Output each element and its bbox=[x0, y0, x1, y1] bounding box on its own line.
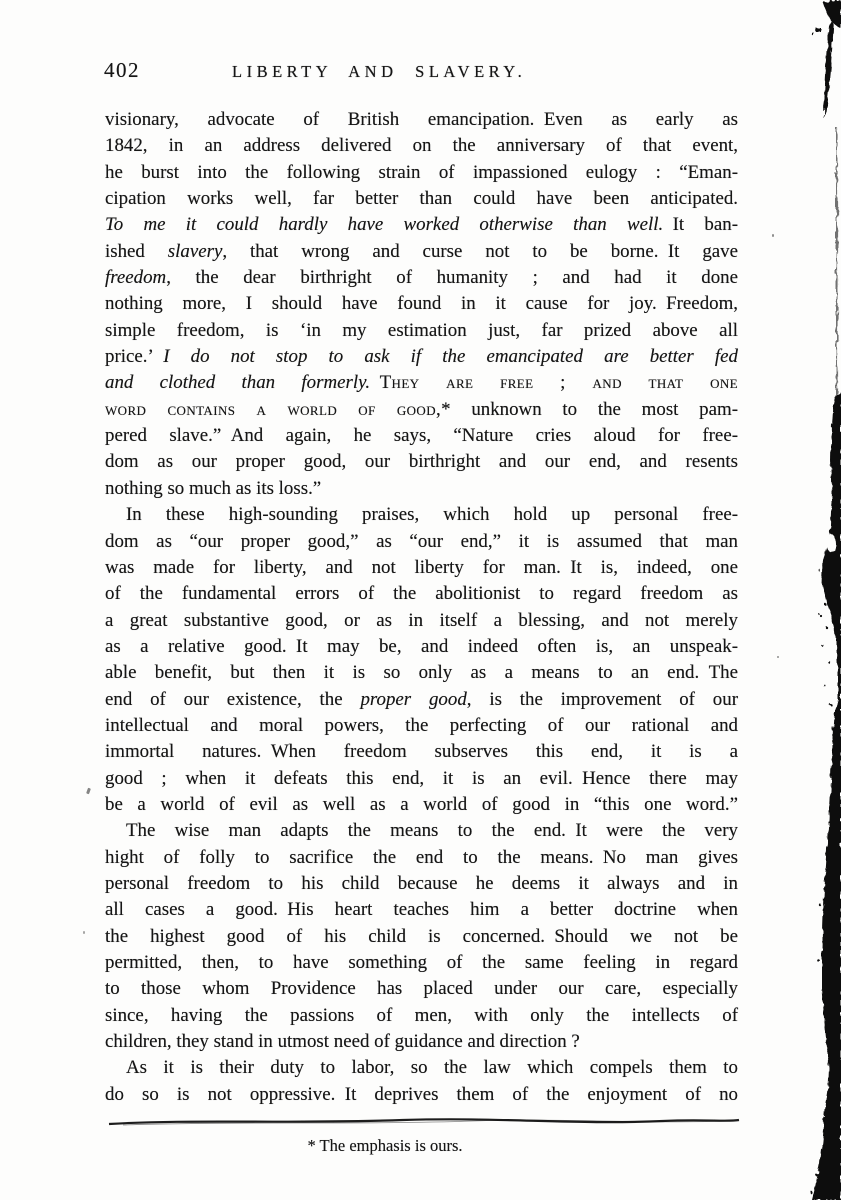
text-line bbox=[105, 687, 738, 713]
text-segment-normal: price.’ bbox=[105, 346, 164, 368]
footnote-text: * The emphasis is ours. bbox=[307, 1136, 463, 1155]
text-line bbox=[105, 1029, 738, 1055]
text-line bbox=[105, 1003, 738, 1029]
text-segment-normal: pered slave.” And again, he says, “Nature cries aloud for free- bbox=[105, 425, 738, 447]
text-segment-normal: permitted, then, to have something of the same feeling in regard bbox=[105, 952, 738, 973]
text-line bbox=[105, 186, 738, 212]
text-line bbox=[105, 792, 738, 818]
text-segment-normal: personal freedom to his child because he deems it always and in bbox=[105, 872, 738, 894]
text-line bbox=[105, 344, 738, 370]
text-line bbox=[105, 291, 738, 317]
text-segment-italic: I do not stop to ask if the emancipated are better fed bbox=[163, 346, 738, 368]
text-segment-normal: as a relative good. It may be, and indeed often is, an unspeak- bbox=[105, 635, 738, 657]
text-segment-normal: do so is not oppressive. It deprives them of the enjoyment of no bbox=[105, 1083, 738, 1105]
text-segment-normal: 1842, in an address delivered on the anniversary of that event, bbox=[105, 135, 738, 157]
text-line bbox=[105, 897, 738, 923]
text-segment-italic: slavery bbox=[167, 240, 223, 262]
text-line bbox=[105, 739, 738, 765]
page-number: 402 bbox=[104, 58, 140, 82]
text-segment-normal: since, having the passions of men, with only the intellects of bbox=[105, 1004, 738, 1026]
text-line bbox=[105, 818, 738, 844]
text-line bbox=[105, 1082, 738, 1108]
text-segment-normal: to those whom Providence has placed under our care, especially bbox=[105, 978, 738, 1000]
text-line bbox=[105, 713, 738, 739]
scan-artifact-right-edge bbox=[801, 0, 841, 1200]
text-segment-italic: To me it could hardly have worked otherwise than well. bbox=[105, 214, 664, 236]
text-segment-normal: the highest good of his child is concerned. Should we not be bbox=[105, 925, 738, 947]
text-segment-normal: In these high-sounding praises, which hold up personal free- bbox=[126, 504, 738, 526]
running-header: LIBERTY AND SLAVERY. bbox=[232, 62, 527, 81]
text-segment-normal: good ; when it defeats this end, it is an evil. Hence there may bbox=[105, 767, 738, 789]
text-segment-normal: The wise man adapts the means to the end. It were the very bbox=[126, 820, 738, 842]
text-segment-normal: , the dear birthright of humanity ; and had it done bbox=[166, 267, 738, 289]
text-line bbox=[105, 107, 738, 133]
text-line bbox=[105, 212, 738, 238]
text-line bbox=[105, 845, 738, 871]
text-line bbox=[105, 950, 738, 976]
text-segment-normal: able benefit, but then it is so only as a means to an end. The bbox=[105, 662, 738, 684]
text-segment-normal: , that wrong and curse not to be borne. It gave bbox=[222, 240, 738, 262]
text-segment-normal: end of our existence, the bbox=[105, 688, 361, 710]
text-line bbox=[105, 924, 738, 950]
text-line bbox=[105, 476, 738, 502]
text-segment-normal: , is the improvement of our bbox=[466, 688, 738, 710]
text-line bbox=[105, 160, 738, 186]
text-segment-normal: simple freedom, is ‘in my estimation just, far prized above all bbox=[105, 319, 738, 341]
text-line bbox=[105, 370, 738, 396]
body-text bbox=[105, 107, 738, 1108]
text-line bbox=[105, 423, 738, 449]
text-segment-smallcaps: They are free ; and that one bbox=[379, 372, 738, 394]
text-segment-normal: of the fundamental errors of the abolitionist to regard freedom as bbox=[105, 583, 738, 605]
text-segment-normal: children, they stand in utmost need of guidance and direction ? bbox=[105, 1031, 580, 1053]
text-segment-normal: nothing so much as its loss.” bbox=[105, 477, 322, 499]
text-line bbox=[105, 766, 738, 792]
text-line bbox=[105, 133, 738, 159]
text-segment-normal: all cases a good. His heart teaches him a better doctrine when bbox=[105, 899, 738, 921]
text-segment-normal: dom as “our proper good,” as “our end,” it is assumed that man bbox=[105, 530, 738, 552]
text-segment-normal: cipation works well, far better than could have been anticipated. bbox=[105, 188, 738, 210]
text-line bbox=[105, 265, 738, 291]
text-segment-italic: freedom bbox=[105, 267, 167, 289]
text-line bbox=[105, 502, 738, 528]
text-line bbox=[105, 529, 738, 555]
text-segment-normal: immortal natures. When freedom subserves this end, it is a bbox=[105, 741, 738, 763]
text-line bbox=[105, 239, 738, 265]
footnote-rule bbox=[103, 1112, 743, 1132]
text-segment-normal: hight of folly to sacrifice the end to the means. No man gives bbox=[105, 846, 738, 868]
text-segment-italic: proper good bbox=[360, 688, 467, 710]
text-line bbox=[105, 1055, 738, 1081]
scan-speck bbox=[83, 931, 85, 934]
text-line bbox=[105, 318, 738, 344]
text-line bbox=[105, 555, 738, 581]
text-segment-normal: be a world of evil as well as a world of good in “this one word.” bbox=[105, 793, 738, 815]
text-line bbox=[105, 449, 738, 475]
text-line bbox=[105, 871, 738, 897]
text-segment-normal: was made for liberty, and not liberty for man. It is, indeed, one bbox=[105, 556, 738, 578]
text-segment-normal: ished bbox=[105, 240, 168, 262]
text-segment-normal: intellectual and moral powers, the perfecting of our rational and bbox=[105, 714, 738, 736]
text-segment-normal: nothing more, I should have found in it cause for joy. Freedom, bbox=[105, 293, 738, 315]
text-segment-normal: dom as our proper good, our birthright and our end, and resents bbox=[105, 451, 738, 473]
text-line bbox=[105, 397, 738, 423]
scan-speck bbox=[777, 656, 779, 658]
text-line bbox=[105, 581, 738, 607]
text-line bbox=[105, 608, 738, 634]
scan-speck bbox=[86, 788, 91, 795]
text-segment-normal: a great substantive good, or as in itself a blessing, and not merely bbox=[105, 609, 738, 631]
text-segment-smallcaps: word contains a world of good, bbox=[105, 398, 442, 420]
text-segment-normal: As it is their duty to labor, so the law which compels them to bbox=[126, 1057, 738, 1079]
text-segment-normal: visionary, advocate of British emancipation. Even as early as bbox=[105, 109, 738, 130]
text-segment-normal: he burst into the following strain of impassioned eulogy : “Eman- bbox=[105, 161, 738, 183]
text-line bbox=[105, 660, 738, 686]
text-line bbox=[105, 976, 738, 1002]
text-segment-normal: * unknown to the most pam- bbox=[441, 398, 738, 420]
text-segment-italic: and clothed than formerly. bbox=[105, 372, 380, 394]
text-segment-normal: It ban- bbox=[663, 214, 738, 236]
text-line bbox=[105, 634, 738, 660]
scan-speck bbox=[772, 234, 774, 237]
